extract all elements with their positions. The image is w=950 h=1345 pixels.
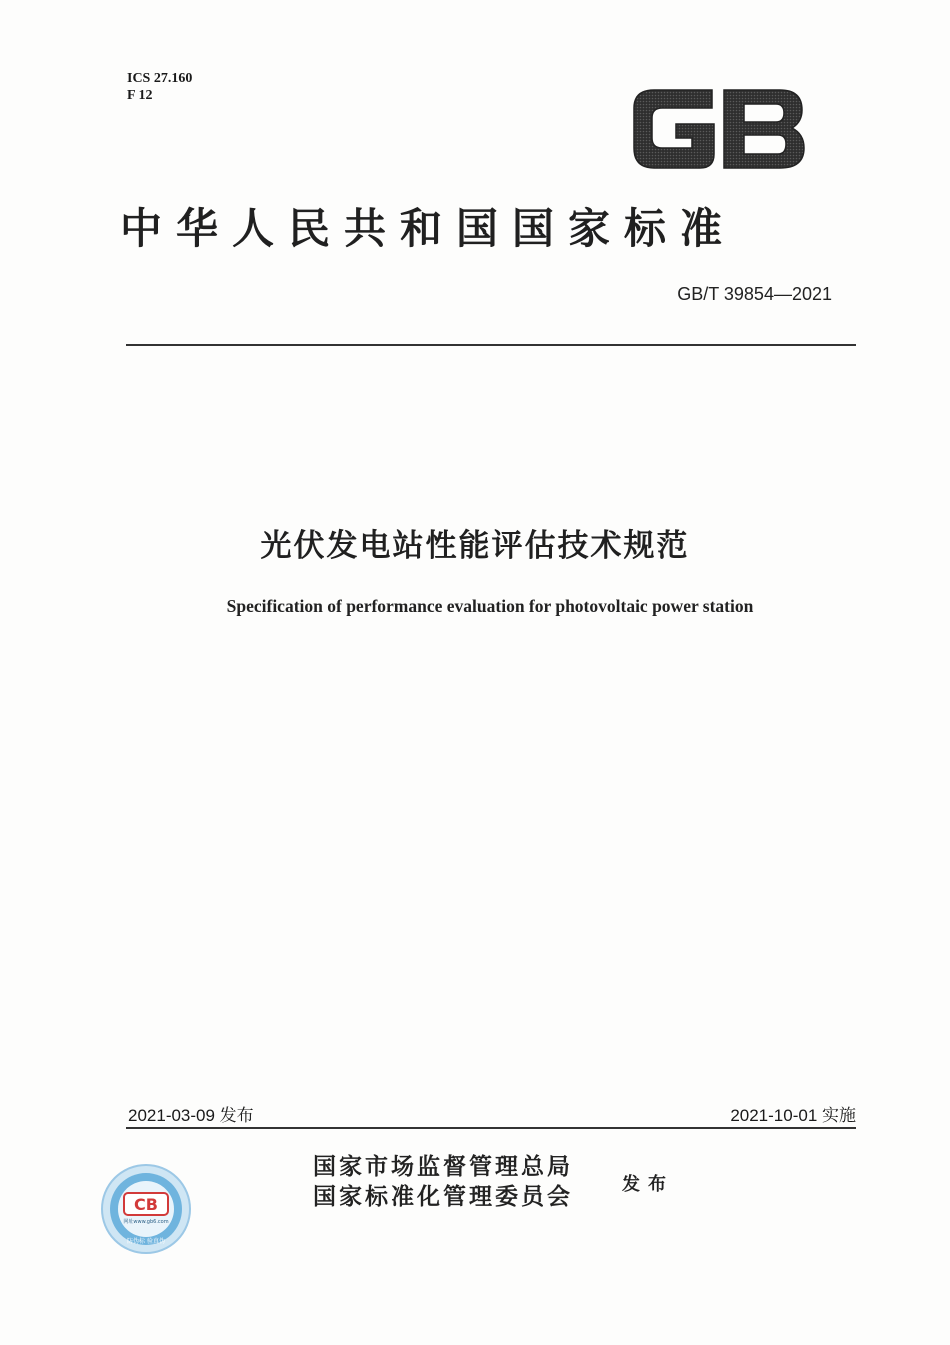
seal-url: 网址www.gb6.com bbox=[123, 1219, 169, 1225]
standard-number: GB/T 39854—2021 bbox=[677, 284, 832, 304]
gb-logo bbox=[630, 82, 808, 174]
anti-counterfeit-seal-icon bbox=[100, 1163, 192, 1255]
top-divider bbox=[126, 344, 856, 346]
issue-date: 2021-03-09 发布 bbox=[128, 1106, 254, 1125]
classification-codes bbox=[127, 70, 192, 104]
publish-label: 发布 bbox=[622, 1174, 674, 1195]
bottom-divider bbox=[126, 1127, 856, 1129]
seal-emblem: CB bbox=[134, 1195, 158, 1214]
document-title-english: Specification of performance evaluation for photovoltaic power station bbox=[226, 596, 754, 616]
national-standard-heading: 中华人民共和国国家标准 bbox=[120, 204, 737, 253]
issuer-line-2: 国家标准化管理委员会 bbox=[313, 1183, 573, 1210]
issuer-line-1: 国家市场监督管理总局 bbox=[313, 1153, 573, 1180]
document-title-chinese: 光伏发电站性能评估技术规范 bbox=[260, 528, 690, 564]
effective-date: 2021-10-01 实施 bbox=[730, 1106, 856, 1125]
seal-bottom-text: 防伪标 验真伪 bbox=[127, 1238, 165, 1245]
ics-code: ICS 27.160 bbox=[127, 71, 193, 86]
ccs-code: F 12 bbox=[127, 88, 153, 103]
issuing-authorities bbox=[313, 1152, 573, 1212]
